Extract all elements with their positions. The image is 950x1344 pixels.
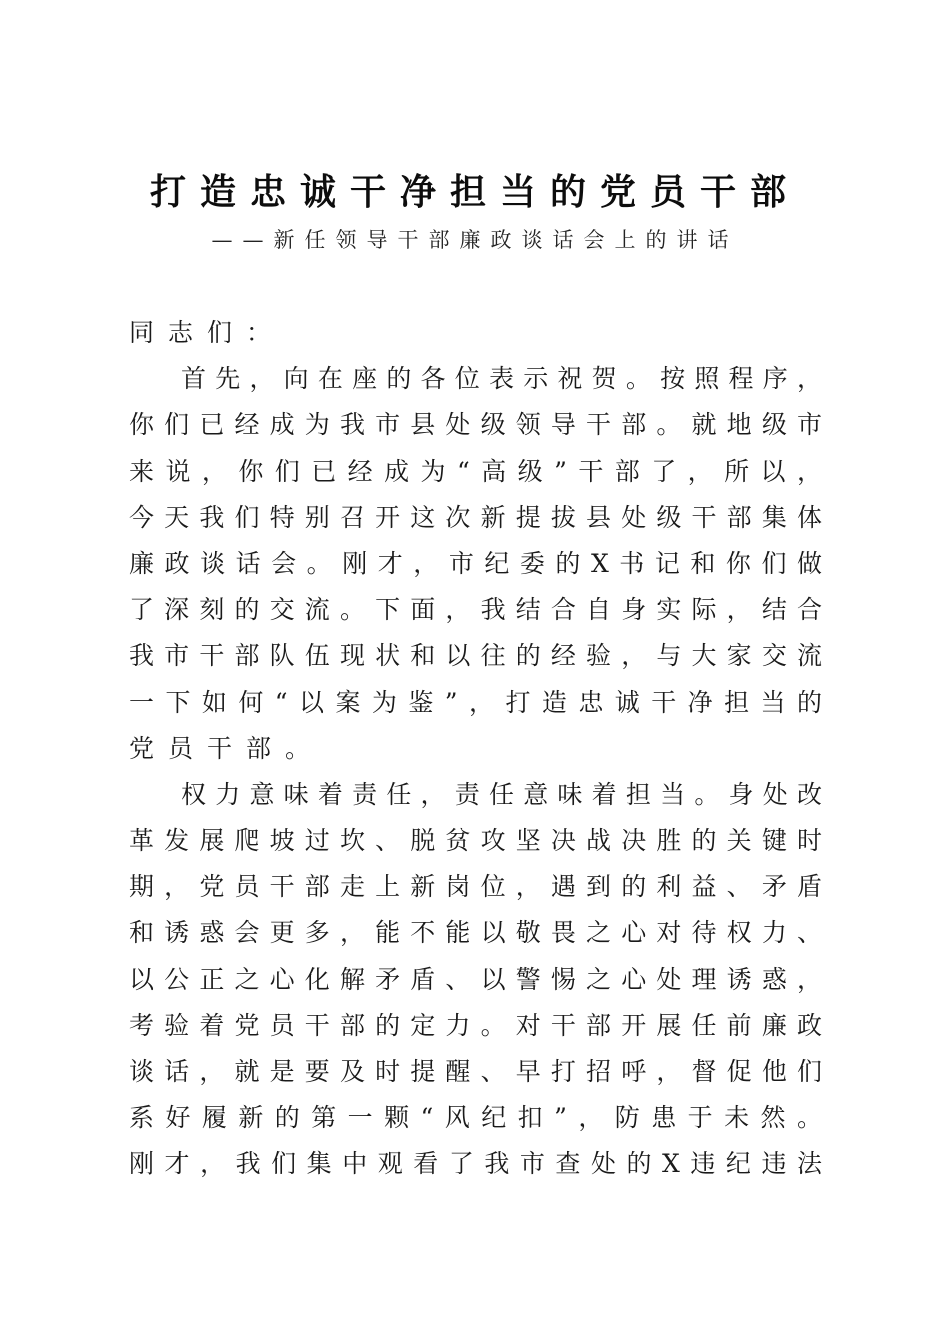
paragraph-line: 谈话，就是要及时提醒、早打招呼，督促他们 bbox=[129, 1057, 822, 1086]
paragraph-1 bbox=[129, 356, 822, 772]
paragraph-line: 一下如何“以案为鉴”，打造忠诚干净担当的 bbox=[129, 687, 822, 717]
greeting: 同志们： bbox=[129, 318, 286, 347]
paragraph-line: 权力意味着责任，责任意味着担当。身处改 bbox=[181, 779, 822, 809]
document-title: 打造忠诚干净担当的党员干部 bbox=[149, 171, 800, 213]
paragraph-line: 首先，向在座的各位表示祝贺。按照程序， bbox=[181, 364, 822, 394]
paragraph-line: 今天我们特别召开这次新提拔县处级干部集体 bbox=[129, 502, 822, 532]
paragraph-line: 廉政谈话会。刚才，市纪委的X书记和你们做 bbox=[129, 548, 822, 578]
paragraph-line: 党员干部。 bbox=[129, 733, 325, 763]
paragraph-line: 期，党员干部走上新岗位，遇到的利益、矛盾 bbox=[129, 872, 822, 902]
paragraph-line: 革发展爬坡过坎、脱贫攻坚决战决胜的关键时 bbox=[129, 826, 822, 856]
paragraph-line: 考验着党员干部的定力。对干部开展任前廉政 bbox=[129, 1010, 822, 1040]
paragraph-line: 你们已经成为我市县处级领导干部。就地级市 bbox=[129, 410, 822, 440]
paragraph-line: 和诱惑会更多，能不能以敬畏之心对待权力、 bbox=[129, 918, 822, 948]
paragraph-line: 系好履新的第一颗“风纪扣”，防患于未然。 bbox=[129, 1103, 822, 1133]
paragraph-line: 以公正之心化解矛盾、以警惕之心处理诱惑， bbox=[129, 964, 822, 994]
document-subtitle: ——新任领导干部廉政谈话会上的讲话 bbox=[211, 228, 739, 252]
paragraph-line: 我市干部队伍现状和以往的经验，与大家交流 bbox=[129, 641, 822, 671]
paragraph-2 bbox=[129, 772, 822, 1188]
document-body bbox=[129, 310, 822, 1188]
paragraph-line: 来说，你们已经成为“高级”干部了，所以， bbox=[129, 456, 822, 486]
paragraph-line: 刚才，我们集中观看了我市查处的X违纪违法 bbox=[129, 1149, 822, 1179]
paragraph-line: 了深刻的交流。下面，我结合自身实际，结合 bbox=[129, 595, 822, 625]
